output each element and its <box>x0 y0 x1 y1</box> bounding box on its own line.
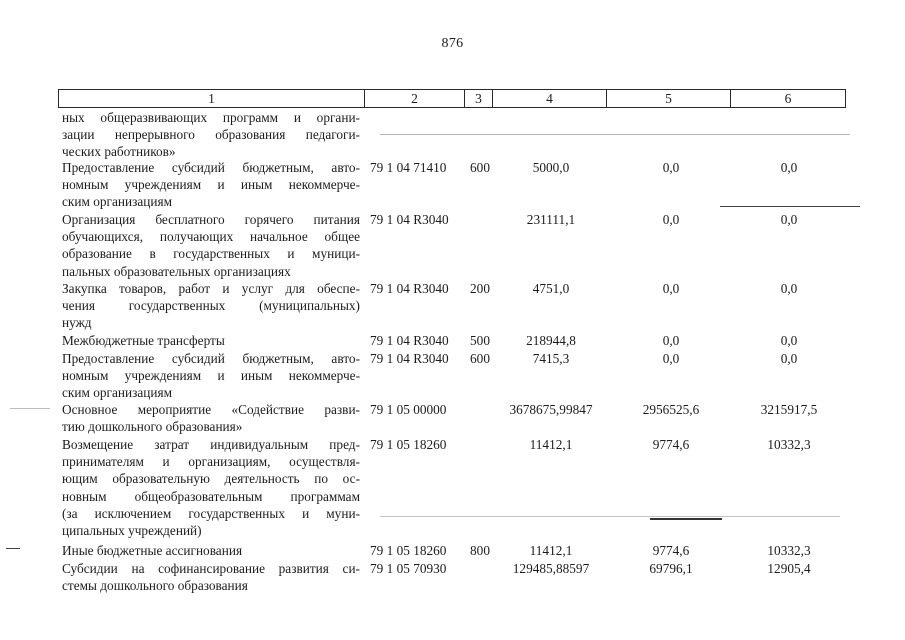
row-code: 79 1 05 00000 <box>370 402 447 417</box>
row-value-col4: 129485,88597 <box>512 561 590 576</box>
row-description-line: новным общеобразовательным программам <box>62 488 360 504</box>
row-value-col5: 0,0 <box>662 281 680 296</box>
row-description-line: Предоставление субсидий бюджетным, авто- <box>62 351 360 366</box>
header-col-4: 4 <box>492 89 606 108</box>
row-description <box>62 211 360 280</box>
row-value-col5: 69796,1 <box>649 561 693 576</box>
row-description-line: принимателям и организациям, осуществля- <box>62 454 360 470</box>
row-description-line: Возмещение затрат индивидуальным пред- <box>62 437 360 452</box>
row-description-line: зации непрерывного образования педагоги- <box>62 127 360 143</box>
row-description-line: ципальных учреждений) <box>62 523 202 539</box>
row-description-line: нужд <box>62 315 92 331</box>
row-value-col6: 0,0 <box>780 333 798 348</box>
row-code: 79 1 04 R3040 <box>370 281 449 296</box>
row-description <box>62 280 360 332</box>
row-value-col5: 0,0 <box>662 160 680 175</box>
row-value-col5: 0,0 <box>662 333 680 348</box>
row-expense-type: 800 <box>470 543 490 558</box>
row-value-col4: 218944,8 <box>526 333 576 348</box>
row-value-col4: 11412,1 <box>529 543 573 558</box>
header-col-1: 1 <box>58 89 364 108</box>
table-header <box>58 89 846 108</box>
row-description <box>62 332 360 349</box>
row-description-line: Закупка товаров, работ и услуг для обеспе- <box>62 281 360 296</box>
row-description-line: чения государственных (муниципальных) <box>62 298 360 314</box>
row-value-col6: 3215917,5 <box>760 402 818 417</box>
row-value-col5: 9774,6 <box>652 437 690 452</box>
row-value-col6: 0,0 <box>780 212 798 227</box>
row-code: 79 1 05 70930 <box>370 561 447 576</box>
header-col-6: 6 <box>730 89 846 108</box>
row-description <box>62 401 360 435</box>
row-value-col6: 12905,4 <box>767 561 811 576</box>
row-description <box>62 542 360 559</box>
row-description-line: Основное мероприятие «Содействие разви- <box>62 402 360 417</box>
row-code: 79 1 04 R3040 <box>370 351 449 366</box>
row-value-col5: 9774,6 <box>652 543 690 558</box>
row-description-line: ским организациям <box>62 194 173 210</box>
row-description-line: ским организациям <box>62 385 173 401</box>
scan-artifact-line <box>720 206 860 207</box>
row-value-col4: 11412,1 <box>529 437 573 452</box>
row-description <box>62 350 360 402</box>
row-expense-type: 600 <box>470 351 490 366</box>
row-code: 79 1 04 R3040 <box>370 212 449 227</box>
row-description-line: ных общеразвивающих программ и органи- <box>62 110 360 125</box>
row-description-line: образование в государственных и муници- <box>62 246 360 262</box>
row-description-line: номным учреждениям и иным некоммерче- <box>62 368 360 384</box>
row-description <box>62 560 360 594</box>
row-description <box>62 436 360 539</box>
row-expense-type: 600 <box>470 160 490 175</box>
row-value-col4: 3678675,99847 <box>509 402 593 417</box>
header-col-5: 5 <box>606 89 730 108</box>
row-description-line: Предоставление субсидий бюджетным, авто- <box>62 160 360 175</box>
row-value-col4: 231111,1 <box>526 212 576 227</box>
row-expense-type: 200 <box>470 281 490 296</box>
row-description-line: стемы дошкольного образования <box>62 578 248 594</box>
row-code: 79 1 04 R3040 <box>370 333 449 348</box>
header-col-2: 2 <box>364 89 464 108</box>
row-value-col6: 0,0 <box>780 160 798 175</box>
row-code: 79 1 04 71410 <box>370 160 447 175</box>
row-description-line: Иные бюджетные ассигнования <box>62 543 243 558</box>
row-value-col4: 4751,0 <box>532 281 570 296</box>
row-description-line: Субсидии на софинансирование развития си- <box>62 561 360 576</box>
row-value-col4: 7415,3 <box>532 351 570 366</box>
row-description-line: ческих работников» <box>62 144 176 160</box>
row-value-col6: 0,0 <box>780 281 798 296</box>
row-description-line: ющим образовательную деятельность по ос- <box>62 471 360 487</box>
scan-artifact-line <box>380 134 850 135</box>
row-value-col5: 2956525,6 <box>642 402 700 417</box>
scan-artifact-line <box>10 408 50 409</box>
row-description-line: (за исключением государственных и муни- <box>62 505 360 521</box>
scan-artifact-line <box>380 516 840 517</box>
row-description-line: обучающихся, получающих начальное общее <box>62 229 360 245</box>
scan-artifact-line <box>650 518 722 520</box>
row-value-col5: 0,0 <box>662 212 680 227</box>
row-description-line: Организация бесплатного горячего питания <box>62 212 360 227</box>
row-description-line: пальных образовательных организациях <box>62 263 291 279</box>
row-value-col4: 5000,0 <box>532 160 570 175</box>
row-description <box>62 109 360 161</box>
page-number: 876 <box>441 36 464 51</box>
row-expense-type: 500 <box>470 333 490 348</box>
row-value-col6: 10332,3 <box>767 543 811 558</box>
row-description-line: Межбюджетные трансферты <box>62 333 225 348</box>
row-description-line: номным учреждениям и иным некоммерче- <box>62 177 360 193</box>
row-code: 79 1 05 18260 <box>370 543 447 558</box>
row-value-col6: 0,0 <box>780 351 798 366</box>
row-description-line: тию дошкольного образования» <box>62 419 243 435</box>
header-col-3: 3 <box>464 89 492 108</box>
row-description <box>62 159 360 211</box>
row-value-col6: 10332,3 <box>767 437 811 452</box>
scan-artifact-line <box>6 548 20 549</box>
row-value-col5: 0,0 <box>662 351 680 366</box>
row-code: 79 1 05 18260 <box>370 437 447 452</box>
